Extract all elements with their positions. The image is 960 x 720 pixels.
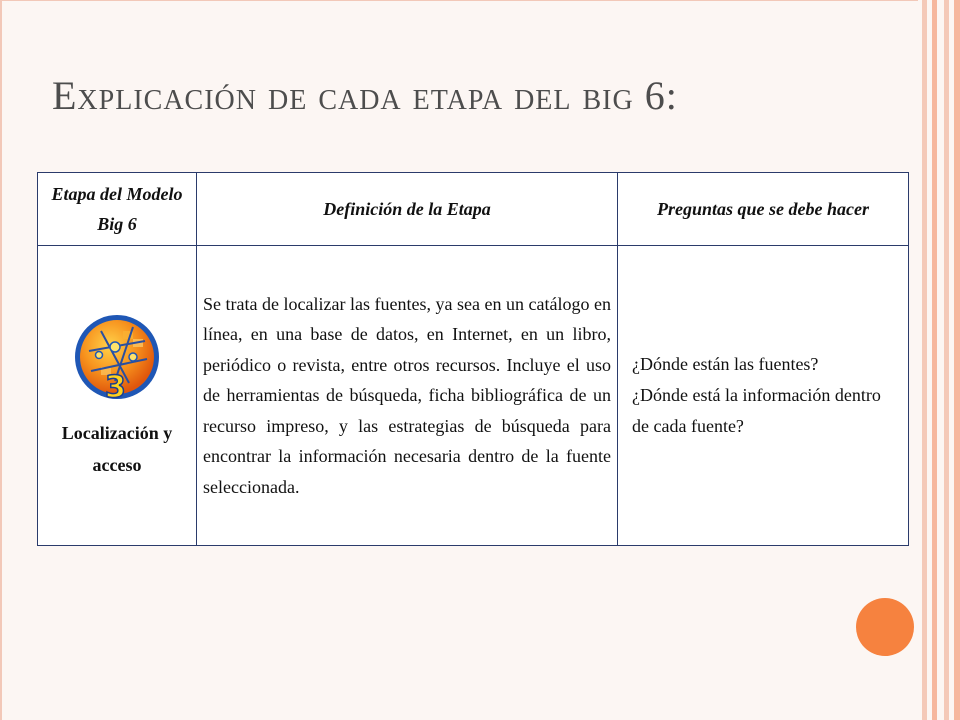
stage-questions (618, 246, 909, 546)
stage-name: Localización y acceso (61, 422, 173, 475)
header-questions: Preguntas que se debe hacer (618, 173, 909, 246)
header-definition: Definición de la Etapa (197, 173, 618, 246)
decorative-stripes (918, 0, 960, 720)
question-item: ¿Dónde está la información dentro de cada fuente? (632, 385, 881, 436)
slide-title: Explicación de cada etapa del big 6: (52, 73, 678, 118)
big6-stage-table (37, 172, 909, 546)
table-row (38, 246, 909, 546)
stage-3-badge-icon (71, 311, 163, 403)
stage-number: 3 (105, 369, 126, 403)
question-item: ¿Dónde están las fuentes? (632, 354, 819, 374)
stage-definition: Se trata de localizar las fuentes, ya sea en un catálogo en línea, en una base de datos, en Internet, en un libro, periódico o revista, entre otros recursos. Incluye el uso de herramientas de búsqueda, ficha bibliográfica de un recurso impreso, y las estrategias de búsqueda para encontrar la información necesaria dentro de la fuente seleccionada. (197, 246, 618, 546)
table-header-row (38, 173, 909, 246)
header-stage: Etapa del Modelo Big 6 (38, 173, 197, 246)
decorative-circle (856, 598, 914, 656)
stage-cell (38, 246, 197, 546)
